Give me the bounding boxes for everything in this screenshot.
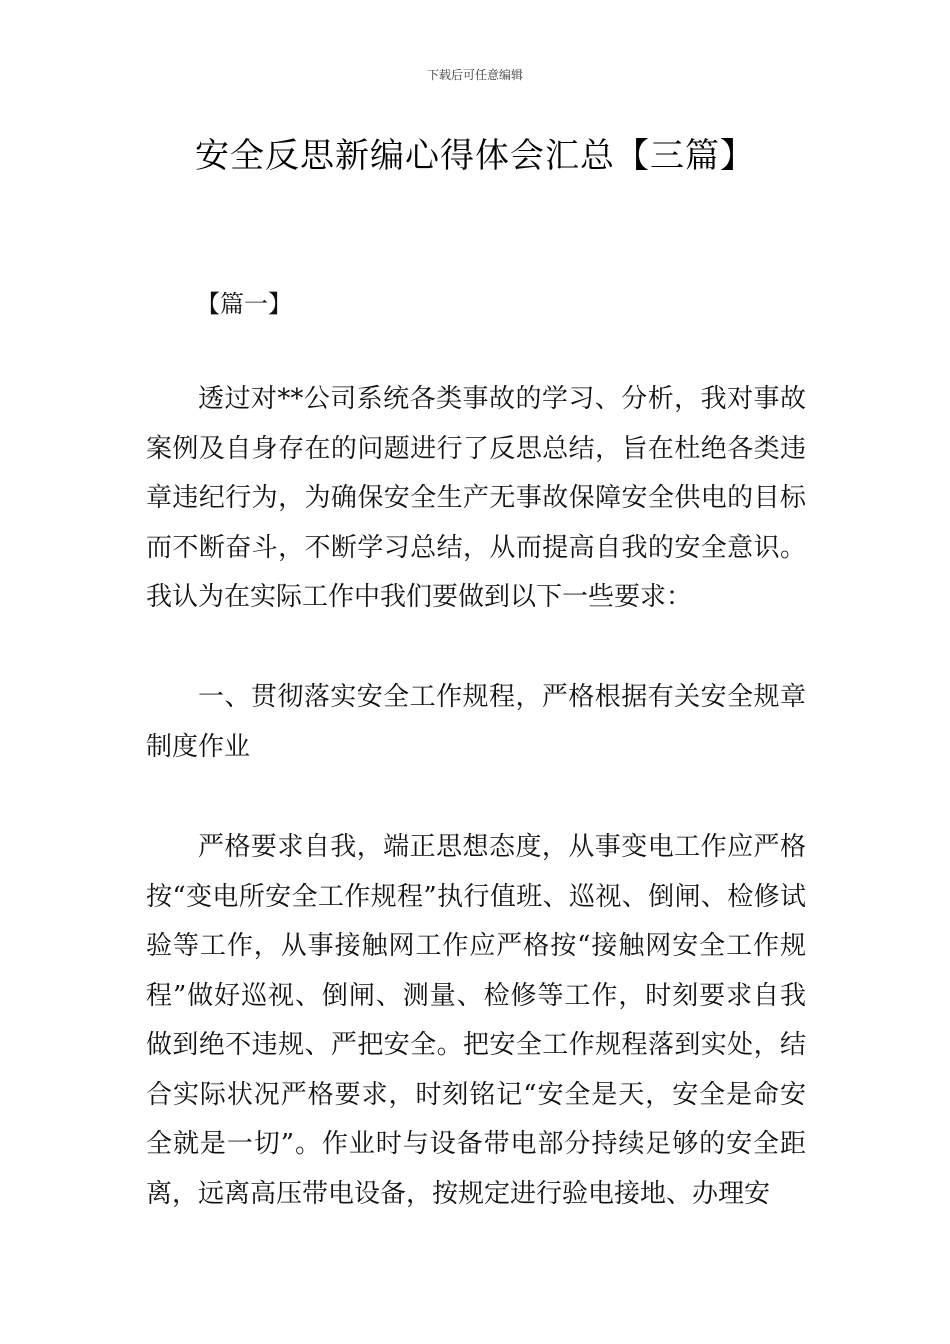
header-note: 下载后可任意编辑 (426, 68, 523, 82)
section-heading: 【篇一】 (196, 290, 292, 318)
paragraph-intro: 透过对**公司系统各类事故的学习、分析，我对事故案例及自身存在的问题进行了反思总结，旨在杜绝各类违章违纪行为，为确保安全生产无事故保障安全供电的目标而不断奋斗，不断学习总结，从而提高自我的安全意识。我认为在实际工作中我们要做到以下一些要求： (146, 384, 806, 612)
paragraph-point-one-heading: 一、贯彻落实安全工作规程，严格根据有关安全规章制度作业 (146, 682, 806, 762)
document-title: 安全反思新编心得体会汇总【三篇】 (195, 136, 755, 176)
paragraph-point-one-body: 严格要求自我，端正思想态度，从事变电工作应严格按“变电所安全工作规程”执行值班、巡视、倒闸、检修试验等工作，从事接触网工作应严格按“接触网安全工作规程”做好巡视、倒闸、测量、检修等工作，时刻要求自我做到绝不违规、严把安全。把安全工作规程落到实处，结合实际状况严格要求，时刻铭记“安全是天，安全是命安全就是一切”。作业时与设备带电部分持续足够的安全距离，远离高压带电设备，按规定进行验电接地、办理安 (146, 832, 806, 1209)
